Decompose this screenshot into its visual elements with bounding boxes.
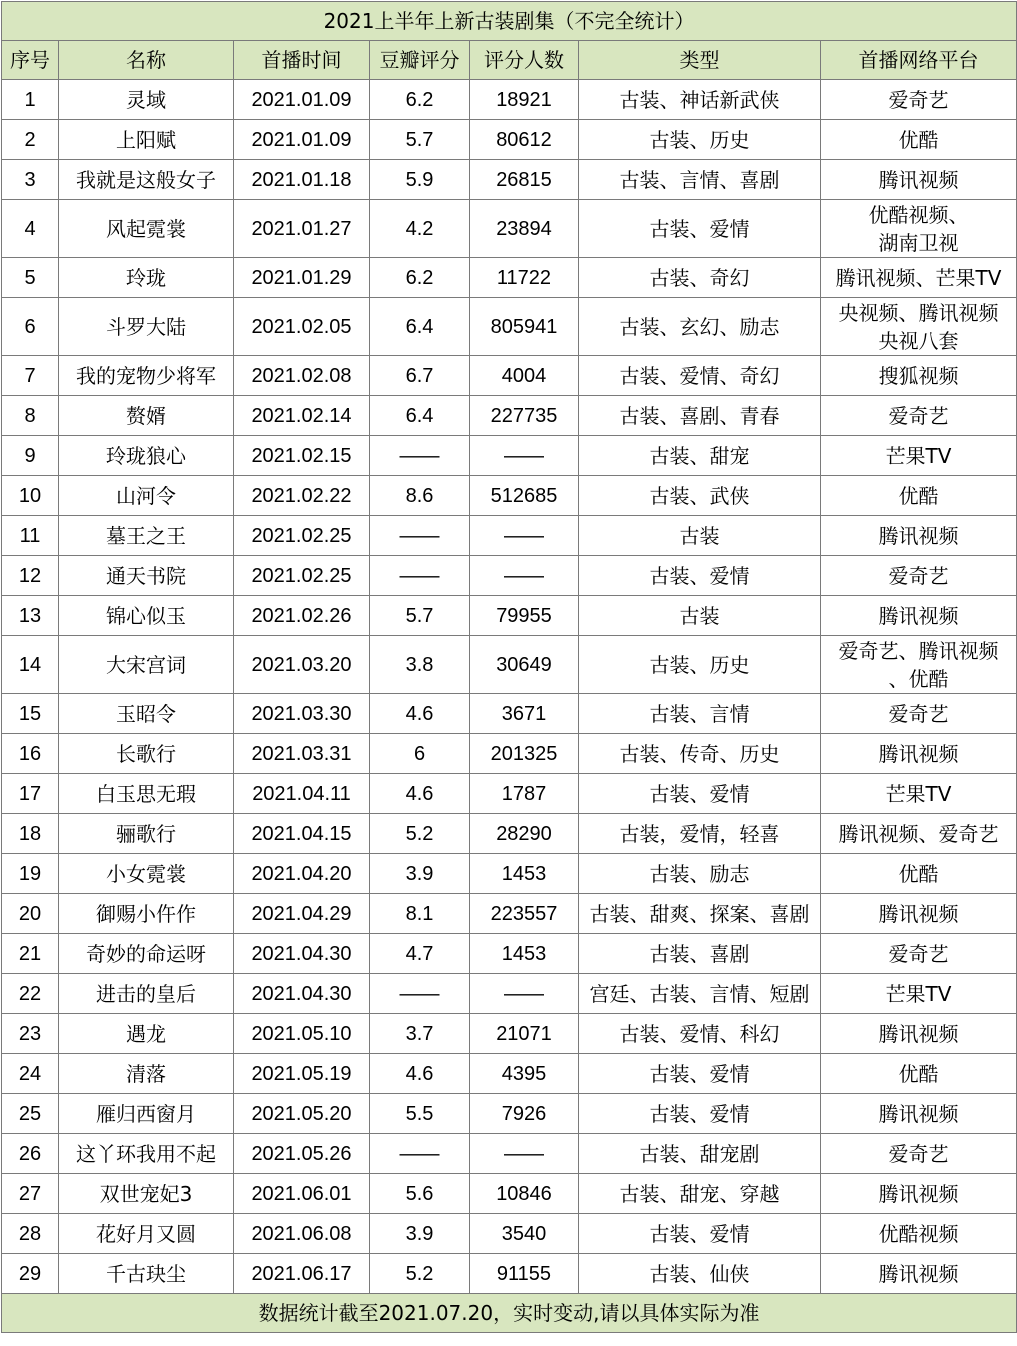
table-row [2,596,1017,636]
cell-no: 10 [2,476,59,516]
cell-name: 这丫环我用不起 [59,1134,234,1174]
cell-votes: 21071 [470,1014,579,1054]
table-row [2,734,1017,774]
cell-date: 2021.03.30 [234,694,370,734]
cell-date: 2021.05.20 [234,1094,370,1134]
cell-genre: 古装、甜宠 [579,436,821,476]
cell-genre: 古装、甜宠、穿越 [579,1174,821,1214]
cell-no: 19 [2,854,59,894]
cell-date: 2021.06.01 [234,1174,370,1214]
cell-platform: 腾讯视频 [821,160,1017,200]
cell-score: —— [370,516,470,556]
cell-votes: —— [470,974,579,1014]
cell-no: 9 [2,436,59,476]
cell-name: 清落 [59,1054,234,1094]
cell-platform: 腾讯视频、爱奇艺 [821,814,1017,854]
cell-votes: 23894 [470,200,579,258]
cell-no: 8 [2,396,59,436]
cell-votes: —— [470,516,579,556]
table-row [2,774,1017,814]
cell-no: 18 [2,814,59,854]
cell-date: 2021.04.30 [234,974,370,1014]
cell-genre: 古装、爱情、奇幻 [579,356,821,396]
cell-date: 2021.01.18 [234,160,370,200]
cell-score: —— [370,436,470,476]
cell-votes: 1787 [470,774,579,814]
cell-genre: 古装、喜剧、青春 [579,396,821,436]
cell-date: 2021.02.15 [234,436,370,476]
cell-genre: 古装、传奇、历史 [579,734,821,774]
cell-genre: 古装、历史 [579,636,821,694]
table-row [2,1094,1017,1134]
cell-votes: 4395 [470,1054,579,1094]
table-footnote: 数据统计截至2021.07.20，实时变动,请以具体实际为准 [2,1294,1017,1333]
cell-platform: 优酷 [821,476,1017,516]
col-header-score: 豆瓣评分 [370,41,470,80]
cell-genre: 宫廷、古装、言情、短剧 [579,974,821,1014]
cell-genre: 古装、言情、喜剧 [579,160,821,200]
cell-votes: 26815 [470,160,579,200]
cell-no: 12 [2,556,59,596]
cell-name: 白玉思无瑕 [59,774,234,814]
cell-score: 5.7 [370,596,470,636]
cell-votes: 1453 [470,854,579,894]
cell-genre: 古装、仙侠 [579,1254,821,1294]
cell-votes: —— [470,1134,579,1174]
cell-name: 御赐小仵作 [59,894,234,934]
cell-genre: 古装、爱情 [579,1094,821,1134]
cell-name: 斗罗大陆 [59,298,234,356]
cell-score: 5.6 [370,1174,470,1214]
cell-date: 2021.06.17 [234,1254,370,1294]
cell-platform: 爱奇艺 [821,396,1017,436]
table-row [2,200,1017,258]
cell-votes: 227735 [470,396,579,436]
cell-date: 2021.03.20 [234,636,370,694]
cell-platform: 芒果TV [821,974,1017,1014]
cell-date: 2021.01.09 [234,120,370,160]
cell-name: 墓王之王 [59,516,234,556]
cell-date: 2021.02.08 [234,356,370,396]
cell-platform-line: 央视八套 [878,328,959,353]
table-row [2,1014,1017,1054]
cell-votes: 80612 [470,120,579,160]
cell-platform: 优酷 [821,1054,1017,1094]
cell-score: 4.2 [370,200,470,258]
cell-score: —— [370,556,470,596]
table-row [2,80,1017,120]
footer-row [2,1294,1017,1333]
cell-no: 25 [2,1094,59,1134]
cell-platform: 爱奇艺 [821,694,1017,734]
cell-name: 山河令 [59,476,234,516]
cell-genre: 古装、言情 [579,694,821,734]
cell-platform: 腾讯视频 [821,1014,1017,1054]
cell-no: 21 [2,934,59,974]
cell-name: 玲珑 [59,258,234,298]
cell-votes: 3540 [470,1214,579,1254]
cell-date: 2021.01.27 [234,200,370,258]
cell-score: 6.2 [370,80,470,120]
cell-genre: 古装、喜剧 [579,934,821,974]
cell-genre: 古装、爱情、科幻 [579,1014,821,1054]
cell-platform: 腾讯视频 [821,1254,1017,1294]
cell-score: 4.6 [370,1054,470,1094]
cell-date: 2021.02.25 [234,516,370,556]
cell-genre: 古装、爱情 [579,1214,821,1254]
cell-date: 2021.03.31 [234,734,370,774]
cell-platform: 芒果TV [821,436,1017,476]
cell-no: 23 [2,1014,59,1054]
cell-genre: 古装、甜宠剧 [579,1134,821,1174]
col-header-platform: 首播网络平台 [821,41,1017,80]
cell-name: 灵域 [59,80,234,120]
cell-votes: 1453 [470,934,579,974]
cell-platform: 芒果TV [821,774,1017,814]
cell-date: 2021.02.25 [234,556,370,596]
cell-no: 3 [2,160,59,200]
cell-platform: 爱奇艺 [821,80,1017,120]
cell-no: 28 [2,1214,59,1254]
cell-date: 2021.02.26 [234,596,370,636]
cell-no: 14 [2,636,59,694]
cell-platform: 优酷 [821,120,1017,160]
cell-genre: 古装 [579,516,821,556]
cell-score: 6.4 [370,298,470,356]
cell-no: 15 [2,694,59,734]
cell-genre: 古装、励志 [579,854,821,894]
cell-platform: 腾讯视频 [821,734,1017,774]
cell-name: 我的宠物少将军 [59,356,234,396]
col-header-votes: 评分人数 [470,41,579,80]
cell-name: 长歌行 [59,734,234,774]
cell-no: 11 [2,516,59,556]
cell-genre: 古装、玄幻、励志 [579,298,821,356]
table-row [2,814,1017,854]
cell-date: 2021.05.19 [234,1054,370,1094]
cell-no: 5 [2,258,59,298]
cell-score: 3.7 [370,1014,470,1054]
cell-name: 双世宠妃3 [59,1174,234,1214]
cell-votes: 805941 [470,298,579,356]
cell-name: 进击的皇后 [59,974,234,1014]
table-row [2,894,1017,934]
cell-score: 4.7 [370,934,470,974]
table-row [2,556,1017,596]
cell-platform: 腾讯视频 [821,1174,1017,1214]
cell-name: 骊歌行 [59,814,234,854]
cell-name: 雁归西窗月 [59,1094,234,1134]
cell-score: 4.6 [370,774,470,814]
cell-platform: 爱奇艺 [821,556,1017,596]
cell-date: 2021.04.11 [234,774,370,814]
cell-date: 2021.04.29 [234,894,370,934]
cell-date: 2021.05.10 [234,1014,370,1054]
cell-platform: 爱奇艺 [821,1134,1017,1174]
cell-votes: 11722 [470,258,579,298]
table-row [2,636,1017,694]
cell-date: 2021.01.09 [234,80,370,120]
cell-score: 5.2 [370,1254,470,1294]
cell-score: 6.4 [370,396,470,436]
cell-name: 风起霓裳 [59,200,234,258]
cell-date: 2021.04.30 [234,934,370,974]
cell-platform-line: 、优酷 [888,666,949,691]
table-row [2,934,1017,974]
cell-genre: 古装、爱情 [579,200,821,258]
table-row [2,476,1017,516]
cell-platform-line: 爱奇艺、腾讯视频 [838,638,999,663]
table-row [2,1054,1017,1094]
cell-score: 5.7 [370,120,470,160]
cell-score: —— [370,974,470,1014]
cell-name: 花好月又圆 [59,1214,234,1254]
table-row [2,854,1017,894]
cell-no: 29 [2,1254,59,1294]
cell-platform [821,636,1017,694]
cell-name: 上阳赋 [59,120,234,160]
col-header-date: 首播时间 [234,41,370,80]
table-row [2,298,1017,356]
title-row [2,2,1017,41]
cell-platform [821,200,1017,258]
cell-name: 赘婿 [59,396,234,436]
cell-no: 4 [2,200,59,258]
cell-votes: 30649 [470,636,579,694]
cell-platform: 腾讯视频 [821,894,1017,934]
cell-name: 通天书院 [59,556,234,596]
cell-name: 我就是这般女子 [59,160,234,200]
header-row [2,41,1017,80]
cell-votes: 91155 [470,1254,579,1294]
cell-date: 2021.01.29 [234,258,370,298]
cell-no: 26 [2,1134,59,1174]
cell-platform: 腾讯视频 [821,516,1017,556]
cell-score: 3.8 [370,636,470,694]
cell-votes: 18921 [470,80,579,120]
table-row [2,694,1017,734]
cell-name: 大宋宫词 [59,636,234,694]
cell-platform: 腾讯视频、芒果TV [821,258,1017,298]
cell-platform: 搜狐视频 [821,356,1017,396]
cell-score: 3.9 [370,1214,470,1254]
cell-name: 玉昭令 [59,694,234,734]
table-row [2,120,1017,160]
table-row [2,160,1017,200]
table-row [2,436,1017,476]
table-row [2,974,1017,1014]
cell-votes: 512685 [470,476,579,516]
cell-date: 2021.06.08 [234,1214,370,1254]
cell-score: 5.5 [370,1094,470,1134]
cell-votes: 7926 [470,1094,579,1134]
cell-name: 奇妙的命运呀 [59,934,234,974]
cell-date: 2021.04.15 [234,814,370,854]
cell-votes: 4004 [470,356,579,396]
cell-platform-line: 央视频、腾讯视频 [838,300,999,325]
cell-platform: 腾讯视频 [821,1094,1017,1134]
cell-no: 1 [2,80,59,120]
col-header-name: 名称 [59,41,234,80]
cell-name: 玲珑狼心 [59,436,234,476]
cell-no: 16 [2,734,59,774]
cell-votes: —— [470,436,579,476]
cell-score: 6.7 [370,356,470,396]
cell-no: 20 [2,894,59,934]
cell-no: 22 [2,974,59,1014]
cell-name: 千古玦尘 [59,1254,234,1294]
cell-score: 6.2 [370,258,470,298]
cell-score: 5.9 [370,160,470,200]
cell-date: 2021.02.14 [234,396,370,436]
cell-platform: 优酷视频 [821,1214,1017,1254]
cell-genre: 古装、神话新武侠 [579,80,821,120]
cell-platform [821,298,1017,356]
table-row [2,1254,1017,1294]
col-header-genre: 类型 [579,41,821,80]
cell-platform: 优酷 [821,854,1017,894]
cell-genre: 古装、历史 [579,120,821,160]
cell-score: 4.6 [370,694,470,734]
table-title: 2021上半年上新古装剧集（不完全统计） [2,2,1017,41]
cell-votes: 201325 [470,734,579,774]
cell-genre: 古装、武侠 [579,476,821,516]
cell-genre: 古装、奇幻 [579,258,821,298]
cell-date: 2021.05.26 [234,1134,370,1174]
cell-no: 6 [2,298,59,356]
cell-votes: 3671 [470,694,579,734]
cell-no: 27 [2,1174,59,1214]
cell-genre: 古装、爱情 [579,1054,821,1094]
cell-score: 5.2 [370,814,470,854]
cell-genre: 古装、爱情 [579,774,821,814]
cell-votes: 79955 [470,596,579,636]
cell-score: 6 [370,734,470,774]
cell-genre: 古装、甜爽、探案、喜剧 [579,894,821,934]
cell-name: 小女霓裳 [59,854,234,894]
cell-genre: 古装、爱情 [579,556,821,596]
col-header-no: 序号 [2,41,59,80]
cell-no: 24 [2,1054,59,1094]
cell-score: 8.1 [370,894,470,934]
table-row [2,1214,1017,1254]
cell-votes: 223557 [470,894,579,934]
table-row [2,1134,1017,1174]
cell-platform: 腾讯视频 [821,596,1017,636]
cell-score: —— [370,1134,470,1174]
cell-votes: —— [470,556,579,596]
cell-name: 锦心似玉 [59,596,234,636]
table-row [2,396,1017,436]
cell-name: 遇龙 [59,1014,234,1054]
table-row [2,258,1017,298]
table-row [2,356,1017,396]
drama-table [1,1,1017,1333]
cell-date: 2021.02.22 [234,476,370,516]
cell-platform-line: 优酷视频、 [868,202,969,227]
cell-votes: 28290 [470,814,579,854]
table-row [2,516,1017,556]
table-row [2,1174,1017,1214]
cell-genre: 古装 [579,596,821,636]
cell-no: 13 [2,596,59,636]
cell-no: 7 [2,356,59,396]
cell-platform: 爱奇艺 [821,934,1017,974]
cell-platform-line: 湖南卫视 [878,230,959,255]
cell-no: 17 [2,774,59,814]
cell-score: 3.9 [370,854,470,894]
cell-score: 8.6 [370,476,470,516]
cell-date: 2021.04.20 [234,854,370,894]
cell-votes: 10846 [470,1174,579,1214]
cell-no: 2 [2,120,59,160]
cell-date: 2021.02.05 [234,298,370,356]
cell-genre: 古装，爱情，轻喜 [579,814,821,854]
